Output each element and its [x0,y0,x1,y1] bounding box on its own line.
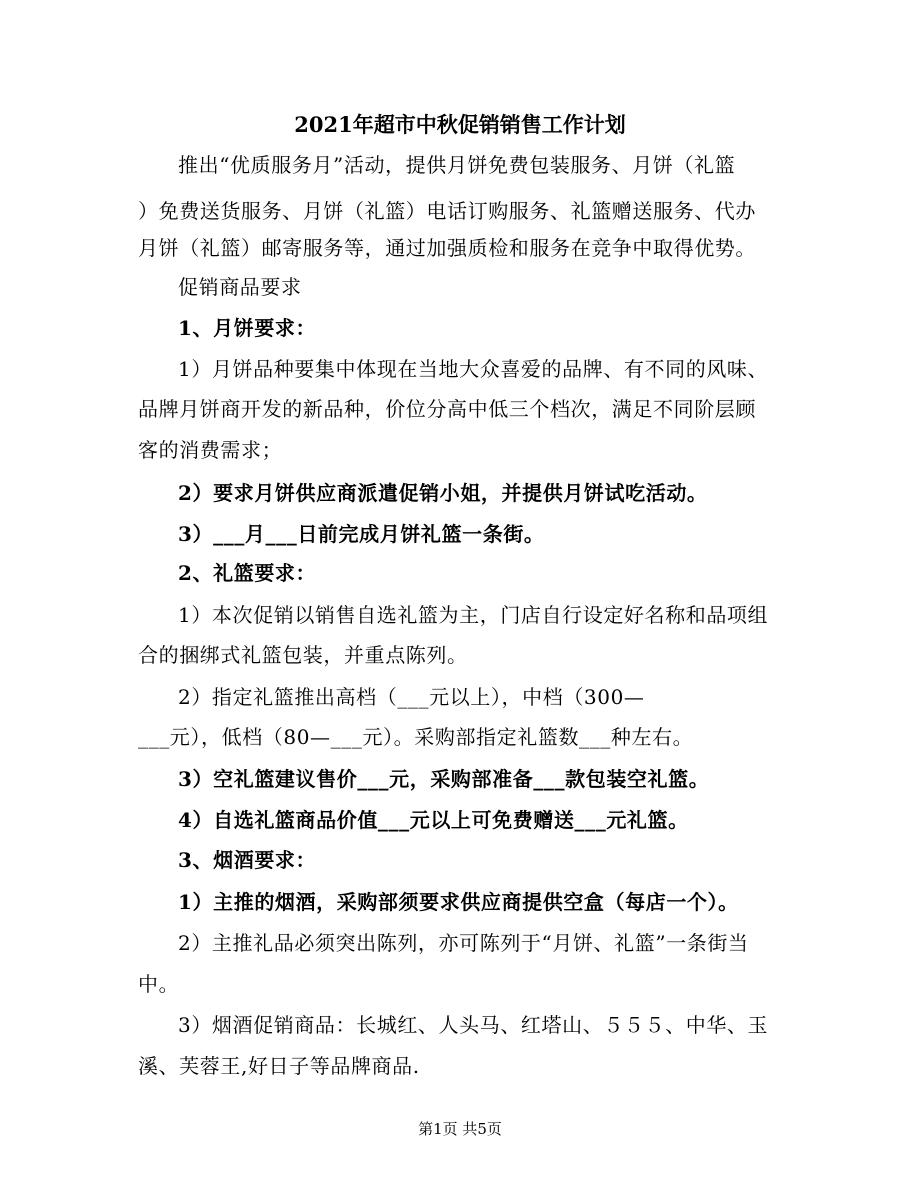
document-title: 2021年超市中秋促销销售工作计划 [294,112,626,137]
paragraph-line: 1）本次促销以销售自选礼篮为主，门店自行设定好名称和品项组 [178,603,769,627]
paragraph-line: 4）自选礼篮商品价值___元以上可免费赠送___元礼篮。 [178,808,689,832]
paragraph-line: 合的捆绑式礼篮包装，并重点陈列。 [138,643,468,667]
paragraph-line: 推出“优质服务月”活动，提供月饼免费包装服务、月饼（礼篮 [178,153,736,177]
paragraph-line: ）免费送货服务、月饼（礼篮）电话订购服务、礼篮赠送服务、代办 [138,199,756,223]
subsection-heading: 1、月饼要求： [178,316,317,340]
subsection-heading: 2、礼篮要求： [178,561,317,585]
paragraph-line: 中。 [138,972,180,996]
paragraph-line: 2）主推礼品必须突出陈列，亦可陈列于“月饼、礼篮”一条街当 [178,931,749,955]
paragraph-line: ___元），低档（80—___元）。采购部指定礼篮数___种左右。 [138,725,694,749]
subsection-heading: 3、烟酒要求： [178,848,317,872]
paragraph-line: 溪、芙蓉王,好日子等品牌商品. [138,1054,420,1078]
paragraph-line: 1）月饼品种要集中体现在当地大众喜爱的品牌、有不同的风味、 [178,357,769,381]
page-indicator: 第1页 共5页 [418,1120,502,1138]
paragraph-line: 品牌月饼商开发的新品种，价位分高中低三个档次，满足不同阶层顾 [138,397,756,421]
paragraph-line: 3）空礼篮建议售价___元，采购部准备___款包装空礼篮。 [178,767,710,791]
paragraph-line: 3）___月___日前完成月饼礼篮一条街。 [178,522,545,546]
paragraph-line: 月饼（礼篮）邮寄服务等，通过加强质检和服务在竞争中取得优势。 [138,236,756,260]
paragraph-line: 1）主推的烟酒，采购部须要求供应商提供空盒（每店一个）。 [178,890,739,914]
paragraph-line: 2）要求月饼供应商派遣促销小姐，并提供月饼试吃活动。 [178,481,708,505]
paragraph-line: 3）烟酒促销商品：长城红、人头马、红塔山、５５５、中华、玉 [178,1013,769,1037]
paragraph-line: 客的消费需求； [138,438,283,462]
paragraph-line: 2）指定礼篮推出高档（___元以上），中档（300— [178,685,645,709]
section-heading: 促销商品要求 [178,275,302,299]
